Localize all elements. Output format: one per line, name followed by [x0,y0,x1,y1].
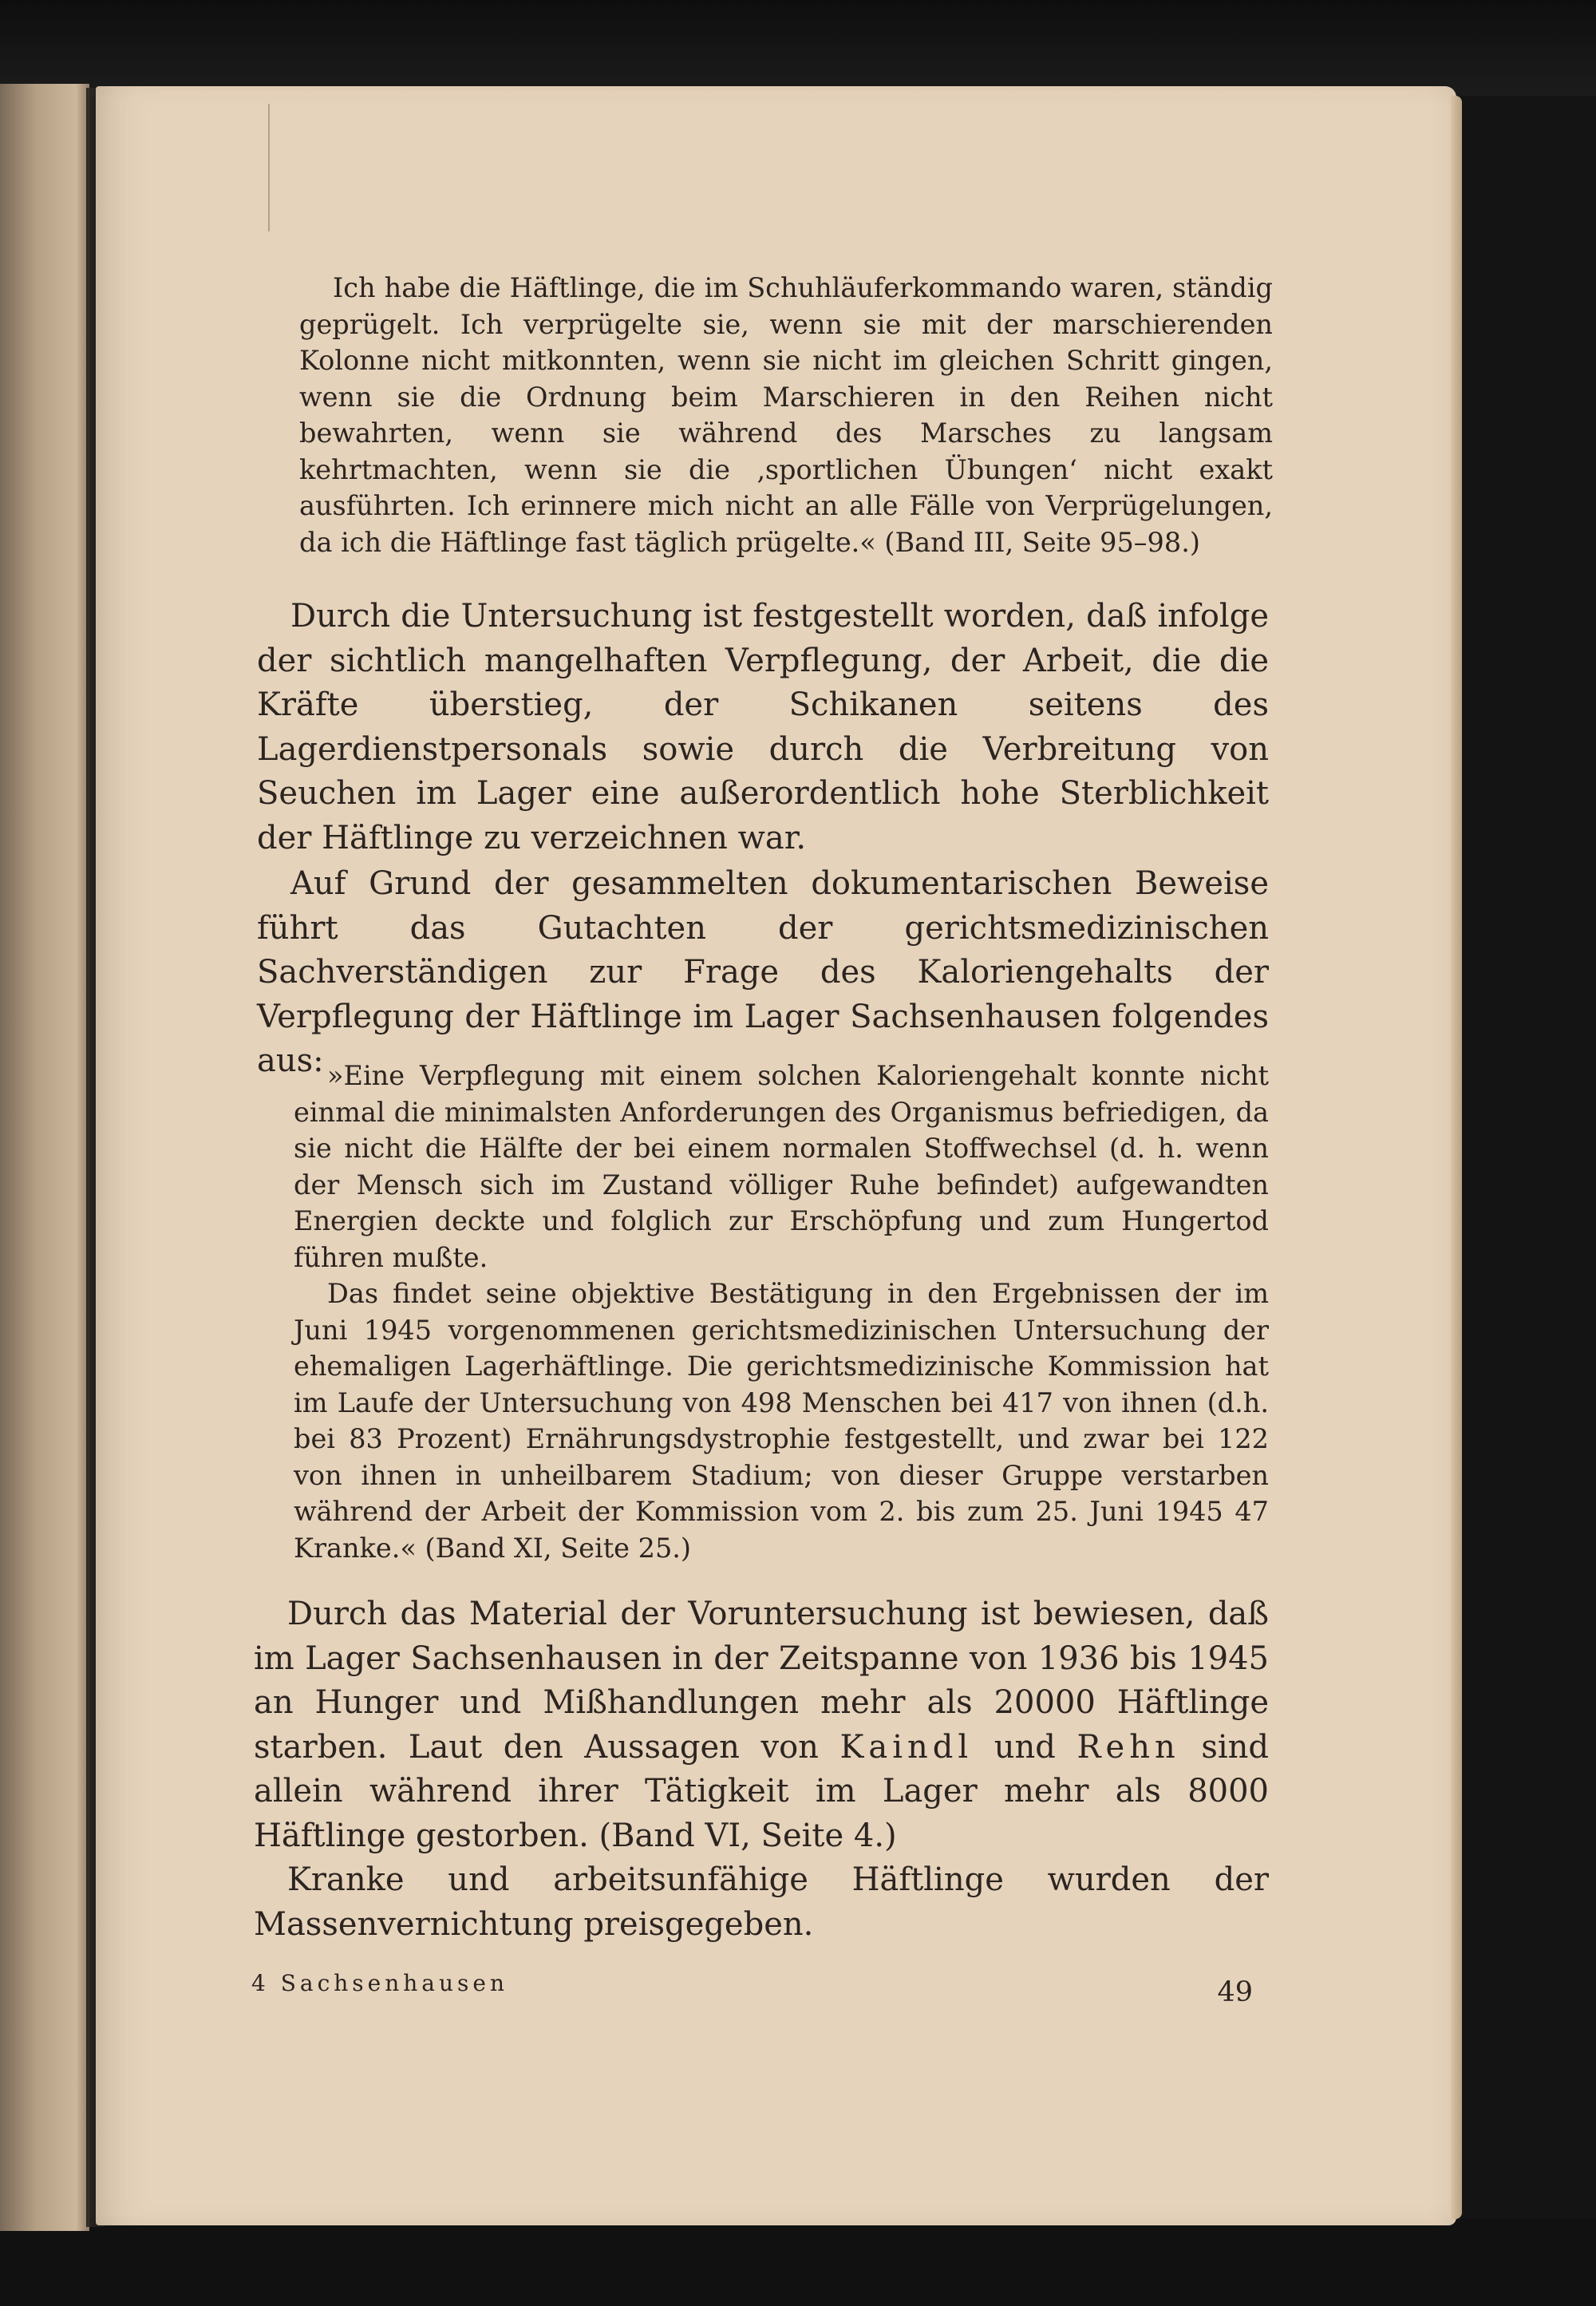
body-paragraph-death-toll [254,1592,1269,1858]
quote-calorie-content: »Eine Verpflegung mit einem solchen Kaloriengehalt konnte nicht einmal die minimalsten Anforderungen des Organismus befriedigen, da sie nicht die Hälfte der bei einem normalen Stoffwechsel (d. h. wenn der Mensch sich im Zustand völliger Ruhe befindet) aufgewandten Energien deckte und folglich zur Erschöpfung und zum Hungertod führen mußte. [294,1060,1269,1273]
body-paragraph-expert-opinion: Auf Grund der gesammelten dokumentarischen Beweise führt das Gutachten der gerichtsmedizinischen Sachverständigen zur Frage des Kaloriengehalts der Verpflegung der Häftlinge im Lager Sachsenhausen folgendes aus: [257,865,1269,1079]
page-edge [1451,96,1462,2219]
body-paragraph-mortality: Durch die Untersuchung ist festgestellt worden, daß infolge der sichtlich mangelhaften Verpflegung, der Arbeit, die die Kräfte überstieg, der Schikanen seitens des Lagerdienstpersonals sowie durch die Verbreitung von Seuchen im Lager eine außerordentlich hohe Sterblichkeit der Häftlinge zu verzeichnen war. [257,598,1269,856]
scan-background-bottom [0,2219,1596,2306]
margin-pencil-mark [268,104,270,231]
printer-signature: 4 Sachsenhausen [251,1970,509,1996]
quote-continuation: Ich habe die Häftlinge, die im Schuhläuferkommando waren, ständig geprügelt. Ich verprügelte sie, wenn sie mit der marschierenden Kolonne nicht mitkonnten, wenn sie nicht im gleichen Schritt gingen, wenn sie die Ordnung beim Marschieren in den Reihen nicht bewahrten, wenn sie während des Marsches zu langsam kehrtmachten, wenn sie die ‚sportlichen Übungen‘ nicht exakt ausführten. Ich erinnere mich nicht an alle Fälle von Verprügelungen, da ich die Häftlinge fast täglich prügelte.« (Band III, Seite 95–98.) [299,272,1273,558]
death-toll-text-start: Durch das Material der Voruntersuchung ist bewiesen, daß im Lager Sachsenhausen in der Zeitspanne von 1936 bis 1945 an Hunger und Mißhandlungen mehr als 20000 Häftlinge starben. Laut den Aussagen von [254,1596,1269,1766]
scan-background-top [0,0,1596,96]
death-toll-text-middle: und [973,1728,1077,1766]
body-paragraph-mass-extermination: Kranke und arbeitsunfähige Häftlinge wurden der Massenvernichtung preisgegeben. [254,1861,1269,1943]
death-toll-text-end: sind allein während ihrer Tätigkeit im Lager mehr als 8000 Häftlinge gestorben. (Band VI, Seite 4.) [254,1728,1270,1854]
page-number: 49 [1217,1976,1253,2008]
facing-page-edge [0,84,89,2231]
name-rehn: Rehn [1077,1728,1180,1766]
quote-forensic-findings: Das findet seine objektive Bestätigung in den Ergebnissen der im Juni 1945 vorgenommenen gerichtsmedizinischen Untersuchung der ehemaligen Lagerhäftlinge. Die gerichtsmedizinische Kommission hat im Laufe der Untersuchung von 498 Menschen bei 417 von ihnen (d.h. bei 83 Prozent) Ernährungsdystrophie festgestellt, und zwar bei 122 von ihnen in unheilbarem Stadium; von dieser Gruppe verstarben während der Arbeit der Kommission vom 2. bis zum 25. Juni 1945 47 Kranke.« (Band XI, Seite 25.) [294,1278,1269,1564]
name-kaindl: Kaindl [839,1728,974,1766]
